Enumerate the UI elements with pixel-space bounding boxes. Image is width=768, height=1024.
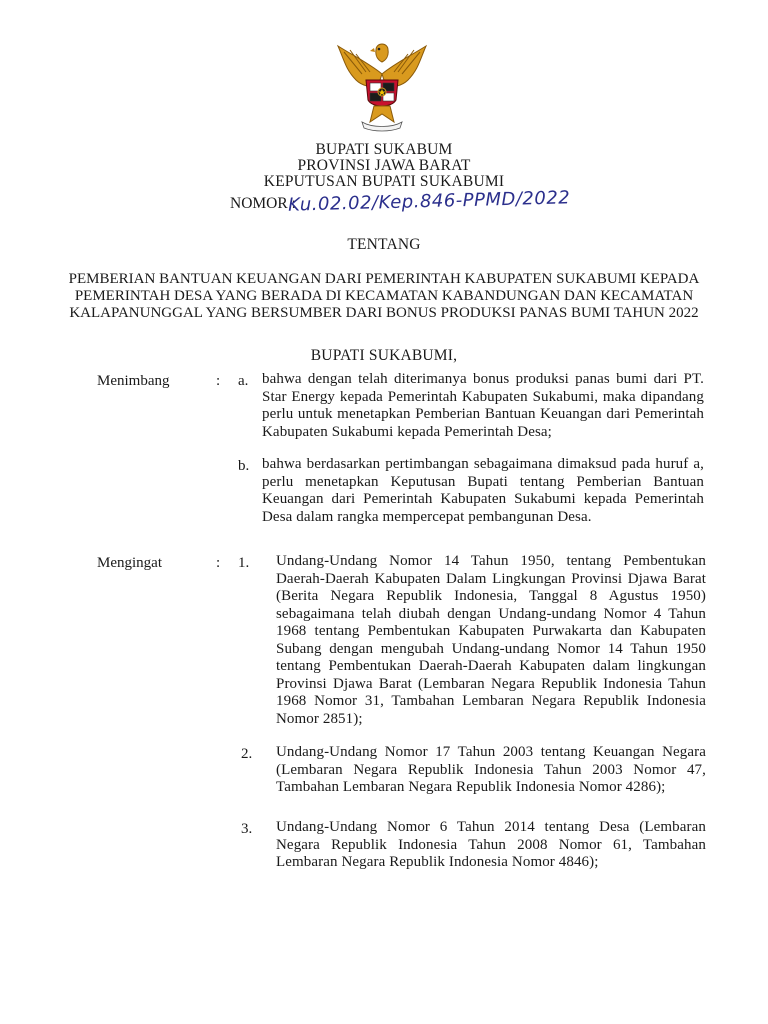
menimbang-colon: : — [216, 373, 221, 389]
province-name: PROVINSI JAWA BARAT — [297, 157, 471, 174]
menimbang-item-text: bahwa dengan telah diterimanya bonus produksi panas bumi dari PT. Star Energy kepada Pemerintah Kabupaten Sukabumi, maka dipandang perlu untuk menetapkan Pemberian Bantuan Keuangan dari Pemerintah Kabupaten Sukabumi kepada Pemerintah Desa; — [262, 371, 704, 440]
tentang-heading: TENTANG — [347, 236, 421, 253]
mengingat-item-text: Undang-Undang Nomor 6 Tahun 2014 tentang Desa (Lembaran Negara Republik Indonesia Tahun 2008 Nomor 61, Tambahan Lembaran Negara Republik Indonesia Nomor 4846); — [276, 819, 706, 870]
menimbang-item-marker: b. — [238, 458, 250, 474]
mengingat-item-text: Undang-Undang Nomor 14 Tahun 1950, tentang Pembentukan Daerah-Daerah Kabupaten Dalam Lingkungan Provinsi Djawa Barat (Berita Negara Republik Indonesia, Tanggal 8 Agustus 1950) sebagaimana telah diubah dengan Undang-undang Nomor 4 Tahun 1968 tentang Pembentukan Kabupaten Purwakarta dan Kabupaten Subang dengan mengubah Undang-undang Nomor 14 Tahun 1950 tentang Pembentukan Daerah-Daerah Kabupaten dalam lingkungan Provinsi Djawa Barat (Lembaran Negara Republik Indonesia Tahun 1968 Nomor 31, Tambahan Lembaran Negara Republik Indonesia Nomor 2851); — [276, 553, 706, 727]
menimbang-item-marker: a. — [238, 373, 249, 389]
mengingat-item-marker: 1. — [238, 555, 250, 571]
mengingat-colon: : — [216, 555, 221, 571]
decree-heading: KEPUTUSAN BUPATI SUKABUMI — [263, 173, 505, 190]
mengingat-item-marker: 2. — [241, 746, 253, 762]
garuda-emblem-icon — [332, 34, 432, 134]
menimbang-label: Menimbang — [97, 373, 170, 389]
nomor-label: NOMOR : — [230, 195, 296, 212]
decree-title: PEMBERIAN BANTUAN KEUANGAN DARI PEMERINTAH KABUPATEN SUKABUMI KEPADA PEMERINTAH DESA YANG BERADA DI KECAMATAN KABANDUNGAN DAN KECAMATAN KALAPANUNGGAL YANG BERSUMBER DARI BONUS PRODUKSI PANAS BUMI TAHUN 2022 — [68, 271, 700, 321]
mengingat-label: Mengingat — [97, 555, 162, 571]
mengingat-item-marker: 3. — [241, 821, 253, 837]
nomor-handwritten-value: Ku.02.02/Kep.846-PPMD/2022 — [287, 187, 571, 216]
signatory-heading: BUPATI SUKABUMI, — [310, 347, 458, 364]
mengingat-item-text: Undang-Undang Nomor 17 Tahun 2003 tentang Keuangan Negara (Lembaran Negara Republik Indonesia Tahun 2003 Nomor 47, Tambahan Lembaran Negara Republik Indonesia Nomor 4286); — [276, 744, 706, 795]
regent-title: BUPATI SUKABUM — [315, 141, 453, 158]
menimbang-item-text: bahwa berdasarkan pertimbangan sebagaimana dimaksud pada huruf a, perlu menetapkan Keputusan Bupati tentang Pemberian Bantuan Keuangan dari Pemerintah Kabupaten Sukabumi kepada Pemerintah Desa dalam rangka mempercepat pembangunan Desa. — [262, 456, 704, 525]
